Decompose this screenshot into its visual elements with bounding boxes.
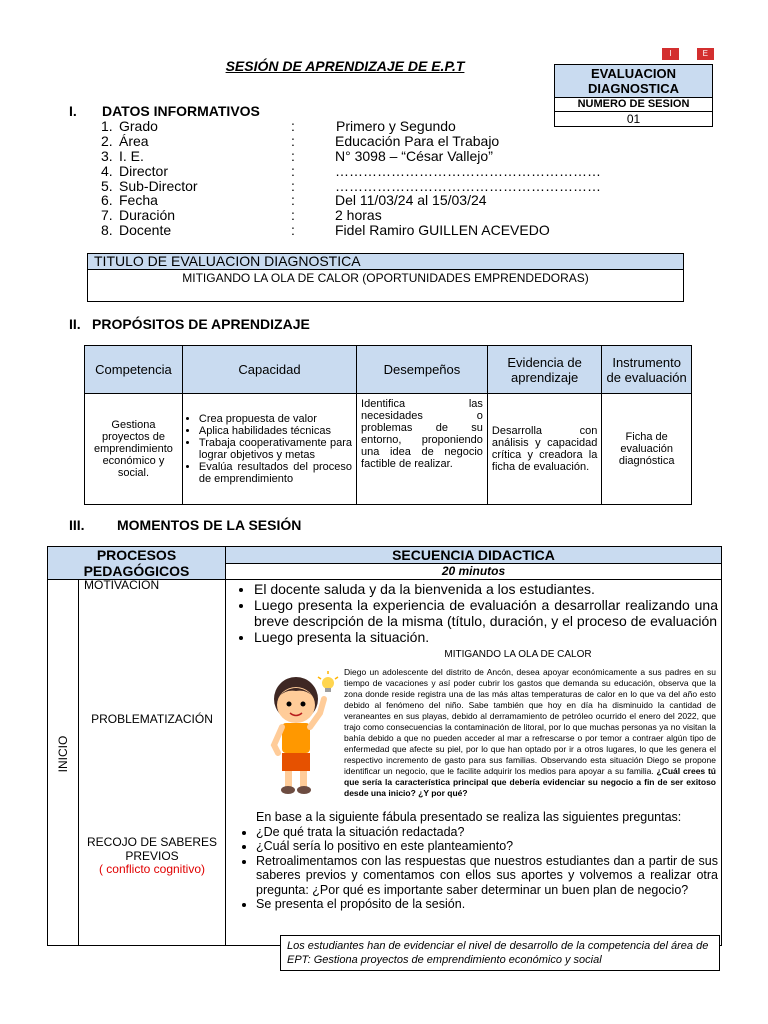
header-desempenos: Desempeños <box>357 346 488 394</box>
datos-number: 6. <box>101 192 113 209</box>
evidencia-cell: Desarrolla con análisis y capacidad crítica y creadora la ficha de evaluación. <box>487 394 601 505</box>
conflicto-label: ( conflicto cognitivo) <box>98 862 206 876</box>
titulo-box-header: TITULO DE EVALUACION DIAGNOSTICA <box>88 254 683 270</box>
motivacion-label: MOTIVACION <box>84 578 160 592</box>
evaluation-box <box>554 64 713 127</box>
datos-value: 2 horas <box>335 207 382 224</box>
datos-colon: : <box>291 192 295 209</box>
session-number-label: NUMERO DE SESION <box>555 98 712 112</box>
capacidad-cell <box>182 394 356 505</box>
session-number-value: 01 <box>626 112 641 126</box>
school-flag-logo <box>662 48 714 60</box>
inicio-label: INICIO <box>56 735 70 773</box>
fabula-intro: En base a la siguiente fábula presentado se realiza las siguientes preguntas: <box>256 810 682 824</box>
datos-row <box>101 164 601 179</box>
datos-label: Grado <box>119 118 158 134</box>
datos-label: Docente <box>119 222 172 239</box>
datos-colon: : <box>291 118 295 134</box>
secuencia-bullets-1 <box>228 581 718 645</box>
datos-value: N° 3098 – “César Vallejo” <box>335 147 493 164</box>
story-question: ¿Cuál crees tú que sería la característica principal que debería evidenciar su negocio a fin de ser exitoso desde una inicio? ¿Y por qué? <box>344 766 716 798</box>
flag-letter-right: E <box>697 48 714 60</box>
section1-number: I. <box>69 103 77 119</box>
header-evidencia: Evidencia de aprendizaje <box>487 346 601 394</box>
story-title: MITIGANDO LA OLA DE CALOR <box>444 649 592 660</box>
datos-row <box>101 223 601 238</box>
datos-number: 4. <box>101 162 113 179</box>
section2-title: PROPÓSITOS DE APRENDIZAJE <box>92 316 310 332</box>
minutes-label: 20 minutos <box>441 564 506 578</box>
secuencia-item: • El docente saluda y da la bienvenida a los estudiantes. <box>254 581 718 597</box>
titulo-box-value: MITIGANDO LA OLA DE CALOR (OPORTUNIDADES EMPRENDEDORAS) <box>182 271 589 285</box>
problematizacion-label: PROBLEMATIZACIÓN <box>91 712 213 726</box>
header-competencia: Competencia <box>85 346 183 394</box>
momentos-table <box>47 546 722 946</box>
datos-row <box>101 134 601 149</box>
datos-value: Fidel Ramiro GUILLEN ACEVEDO <box>335 222 550 239</box>
datos-value: ………………………………………………… <box>335 177 601 194</box>
recojo-label: RECOJO DE SABERES PREVIOS <box>86 835 218 863</box>
datos-label: Fecha <box>119 192 158 209</box>
datos-value: Educación Para el Trabajo <box>335 132 500 149</box>
datos-label: Sub-Director <box>119 177 198 194</box>
datos-label: Área <box>119 132 149 149</box>
datos-colon: : <box>291 132 295 149</box>
datos-value: ………………………………………………… <box>335 162 601 179</box>
datos-number: 5. <box>101 177 113 194</box>
datos-colon: : <box>291 222 295 239</box>
document-title: SESIÓN DE APRENDIZAJE DE E.P.T <box>225 58 465 74</box>
datos-row <box>101 119 601 134</box>
datos-number: 8. <box>101 222 113 239</box>
pregunta-item: • Se presenta el propósito de la sesión. <box>256 897 718 911</box>
secuencia-bullets-2 <box>228 825 718 911</box>
evaluation-box-title: EVALUACION DIAGNOSTICA <box>555 65 712 98</box>
capacidad-item: • Crea propuesta de valor <box>199 413 352 425</box>
secuencia-item: • Luego presenta la experiencia de evaluación a desarrollar realizando una breve descripción de la misma (título, duración, y el proceso de evaluación <box>254 597 718 629</box>
datos-number: 1. <box>101 118 113 134</box>
section2-number: II. <box>69 316 81 332</box>
instrumento-cell: Ficha de evaluación diagnóstica <box>602 394 692 505</box>
header-capacidad: Capacidad <box>182 346 356 394</box>
datos-number: 7. <box>101 207 113 224</box>
datos-number: 3. <box>101 147 113 164</box>
datos-value: Del 11/03/24 al 15/03/24 <box>335 192 487 209</box>
propositos-table <box>84 345 692 505</box>
datos-value: Primero y Segundo <box>336 118 456 134</box>
capacidad-item: • Aplica habilidades técnicas <box>199 425 352 437</box>
datos-row <box>101 179 601 194</box>
section1-title: DATOS INFORMATIVOS <box>102 103 260 119</box>
capacidad-item: • Trabaja cooperativamente para lograr objetivos y metas <box>199 437 352 461</box>
pregunta-item: • Retroalimentamos con las respuestas que nuestros estudiantes dan a partir de sus saberes previos y comentamos con ellos sus aportes y volvemos a realizar otra pregunta: ¿Por qué es importante saber determinar un buen plan de negocio? <box>256 854 718 897</box>
footer-note: Los estudiantes han de evidenciar el nivel de desarrollo de la competencia del área de EPT: Gestiona proyectos de emprendimiento económico y social <box>280 935 720 971</box>
header-instrumento: Instrumento de evaluación <box>602 346 692 394</box>
datos-label: I. E. <box>119 147 144 164</box>
pregunta-item: • ¿De qué trata la situación redactada? <box>256 825 718 839</box>
datos-label: Duración <box>119 207 176 224</box>
datos-number: 2. <box>101 132 113 149</box>
datos-colon: : <box>291 207 295 224</box>
competencia-cell: Gestiona proyectos de emprendimiento económico y social. <box>85 394 183 505</box>
datos-row <box>101 193 601 208</box>
datos-row <box>101 149 601 164</box>
section3-number: III. <box>69 517 85 533</box>
pregunta-item: • ¿Cuál sería lo positivo en este planteamiento? <box>256 839 718 853</box>
section3-title: MOMENTOS DE LA SESIÓN <box>117 517 302 533</box>
datos-colon: : <box>291 177 295 194</box>
datos-row <box>101 208 601 223</box>
story-text: Diego un adolescente del distrito de Ancón, desea apoyar económicamente a sus padres en su tiempo de vacaciones y así poder cubrir los gastos que demanda su educación, observa que la zona donde reside registra una de las más altas temperaturas de calor en lo que va del año esto debido al fenómeno del niño. Sabe también que hoy en día ha disminuido la cantidad de veraneantes en sus playas, debido al derramamiento de petróleo ocurrido el enero del 2022, que trajo como consecuencias la contaminación de litoral, por lo que muchas personas ya no visitan la bahía debido a que no pueden acceder al mar a refrescarse o por temor a contraer algún tipo de enfermedad que afecte su piel, por lo que han optado por ir a otros lugares, lo que les genera el respectivo incremento de gasto para sus familias. Observando esta situación Diego se propone identificar un negocio, que le facilite adquirir los medios para apoyar a su familia. <box>344 667 716 776</box>
boy-illustration <box>256 669 346 797</box>
datos-list <box>101 119 601 238</box>
capacidad-item: • Evalúa resultados del proceso de emprendimiento <box>199 461 352 485</box>
flag-letter-left: I <box>662 48 679 60</box>
story-text-block <box>344 667 716 799</box>
datos-colon: : <box>291 162 295 179</box>
datos-colon: : <box>291 147 295 164</box>
secuencia-item: • Luego presenta la situación. <box>254 629 718 645</box>
datos-label: Director <box>119 162 169 179</box>
desempenos-cell: Identifica las necesidades o problemas de su entorno, proponiendo una idea de negocio factible de realizar. <box>357 394 488 505</box>
titulo-box <box>87 253 684 302</box>
secuencia-header: SECUENCIA DIDACTICA <box>392 547 555 563</box>
procesos-header: PROCESOS PEDAGÓGICOS <box>83 547 190 579</box>
